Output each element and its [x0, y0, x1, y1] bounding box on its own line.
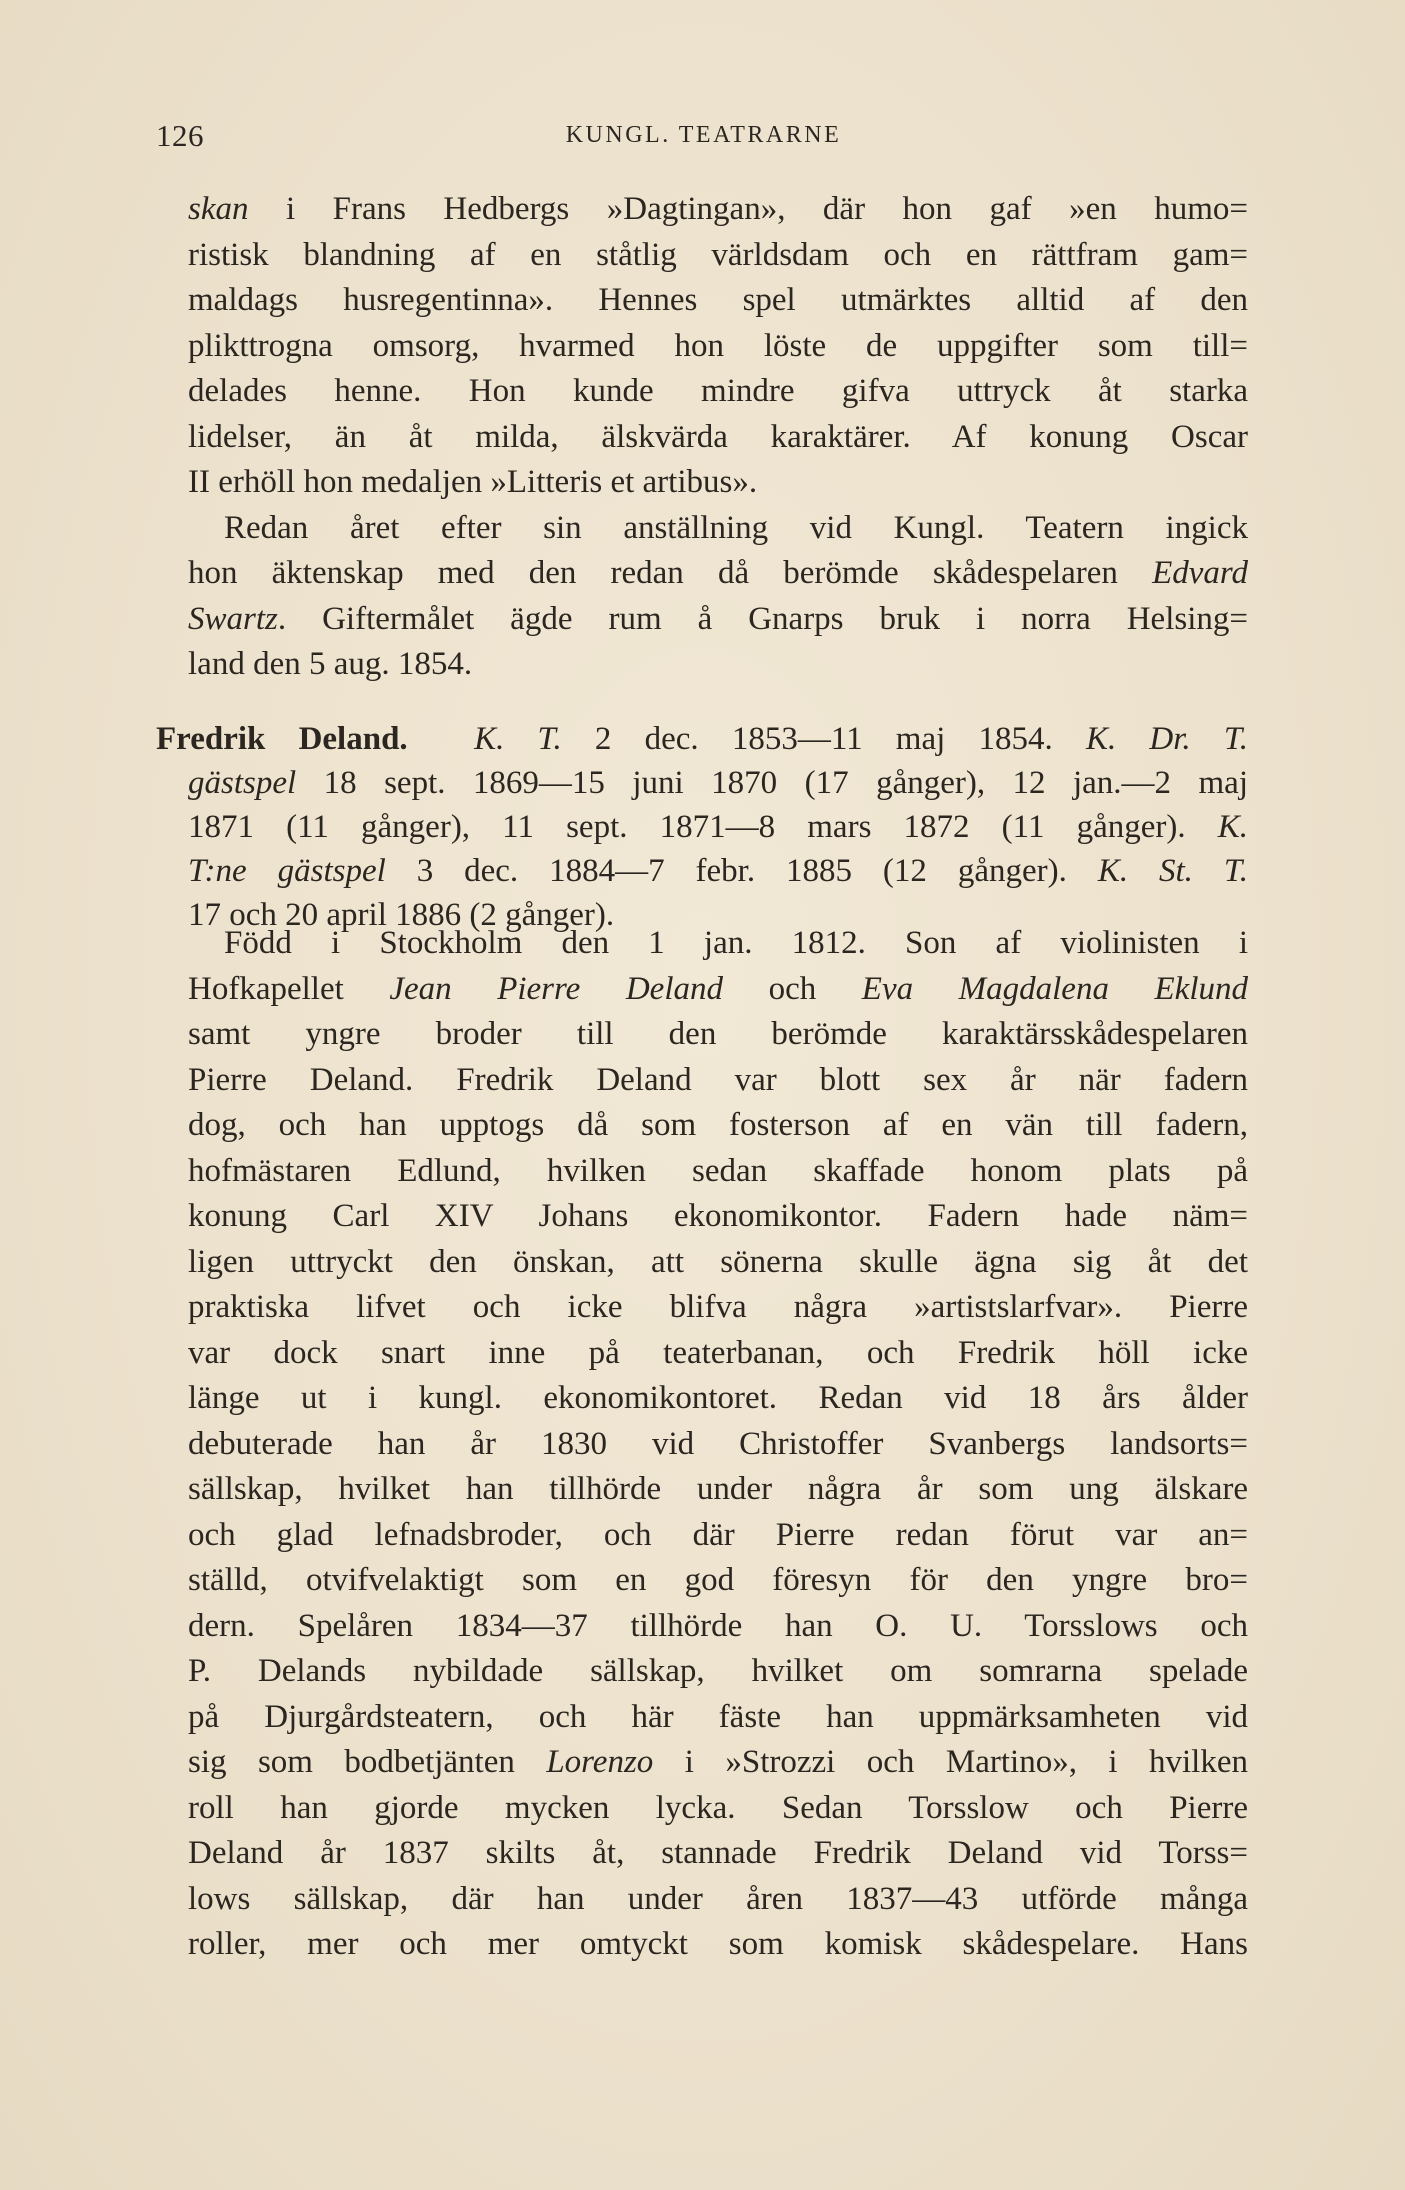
text-line: roll han gjorde mycken lycka. Sedan Torsslow och Pierre [188, 1790, 1248, 1826]
text-line: på Djurgårdsteatern, och här fäste han uppmärksamheten vid [188, 1699, 1248, 1735]
text-line: konung Carl XIV Johans ekonomikontor. Fadern hade näm= [188, 1198, 1248, 1234]
text-line: sig som bodbetjänten Lorenzo i »Strozzi och Martino», i hvilken [188, 1744, 1249, 1780]
text-line: Deland år 1837 skilts åt, stannade Fredrik Deland vid Torss= [188, 1835, 1248, 1871]
text-line: sällskap, hvilket han tillhörde under några år som ung älskare [188, 1471, 1248, 1507]
text-line: dern. Spelåren 1834—37 tillhörde han O. U. Torsslows och [188, 1608, 1248, 1644]
text-line: land den 5 aug. 1854. [188, 646, 473, 682]
text-line: debuterade han år 1830 vid Christoffer Svanbergs landsorts= [188, 1426, 1248, 1462]
text-line: lidelser, än åt milda, älskvärda karaktärer. Af konung Oscar [188, 419, 1248, 455]
text-line: T:ne gästspel 3 dec. 1884—7 febr. 1885 (12 gånger). K. St. T. [188, 853, 1248, 889]
text-line: plikttrogna omsorg, hvarmed hon löste de uppgifter som till= [188, 328, 1248, 364]
text-line: II erhöll hon medaljen »Litteris et artibus». [188, 464, 758, 500]
entry-credits: K. T. 2 dec. 1853—11 maj 1854. K. Dr. T. [474, 721, 1249, 757]
text-line: Redan året efter sin anställning vid Kungl. Teatern ingick [224, 510, 1248, 546]
text-line: hofmästaren Edlund, hvilken sedan skaffade honom plats på [188, 1153, 1248, 1189]
text-line: delades henne. Hon kunde mindre gifva uttryck åt starka [188, 373, 1248, 409]
text-line: dog, och han upptogs då som fosterson af en vän till fadern, [188, 1107, 1248, 1143]
text-line: samt yngre broder till den berömde karaktärsskådespelaren [188, 1016, 1248, 1052]
text-line: och glad lefnadsbroder, och där Pierre redan förut var an= [188, 1517, 1248, 1553]
page-header [156, 118, 1251, 158]
running-head: KUNGL. TEATRARNE [565, 122, 842, 148]
text-line: P. Delands nybildade sällskap, hvilket om somrarna spelade [188, 1653, 1248, 1689]
text-line: Swartz. Giftermålet ägde rum å Gnarps bruk i norra Helsing= [188, 601, 1248, 637]
text-line: ristisk blandning af en ståtlig världsdam och en rättfram gam= [188, 237, 1248, 273]
text-line: Pierre Deland. Fredrik Deland var blott sex år när fadern [188, 1062, 1248, 1098]
text-line: Hofkapellet Jean Pierre Deland och Eva Magdalena Eklund [188, 971, 1248, 1007]
text-line: hon äktenskap med den redan då berömde skådespelaren Edvard [188, 555, 1248, 591]
page-number: 126 [156, 118, 204, 153]
text-line: ställd, otvifvelaktigt som en god föresyn för den yngre bro= [188, 1562, 1248, 1598]
text-line: praktiska lifvet och icke blifva några »artistslarfvar». Pierre [188, 1289, 1248, 1325]
text-line: ligen uttryckt den önskan, att sönerna skulle ägna sig åt det [188, 1244, 1248, 1280]
entry-name: Fredrik Deland. [156, 721, 408, 757]
text-line: 1871 (11 gånger), 11 sept. 1871—8 mars 1872 (11 gånger). K. [188, 809, 1248, 845]
entry-heading-line [156, 716, 1248, 762]
text-line: 17 och 20 april 1886 (2 gånger). [188, 897, 615, 933]
text-line: lows sällskap, där han under åren 1837—43 utförde många [188, 1881, 1248, 1917]
text-line: Född i Stockholm den 1 jan. 1812. Son af violinisten i [224, 925, 1248, 961]
text-line: skan i Frans Hedbergs »Dagtingan», där hon gaf »en humo= [188, 191, 1248, 227]
text-line: länge ut i kungl. ekonomikontoret. Redan vid 18 års ålder [188, 1380, 1248, 1416]
text-line: var dock snart inne på teaterbanan, och Fredrik höll icke [188, 1335, 1248, 1371]
text-line: gästspel 18 sept. 1869—15 juni 1870 (17 gånger), 12 jan.—2 maj [188, 765, 1248, 801]
text-line: maldags husregentinna». Hennes spel utmärktes alltid af den [188, 282, 1248, 318]
text-line: roller, mer och mer omtyckt som komisk skådespelare. Hans [188, 1926, 1248, 1962]
